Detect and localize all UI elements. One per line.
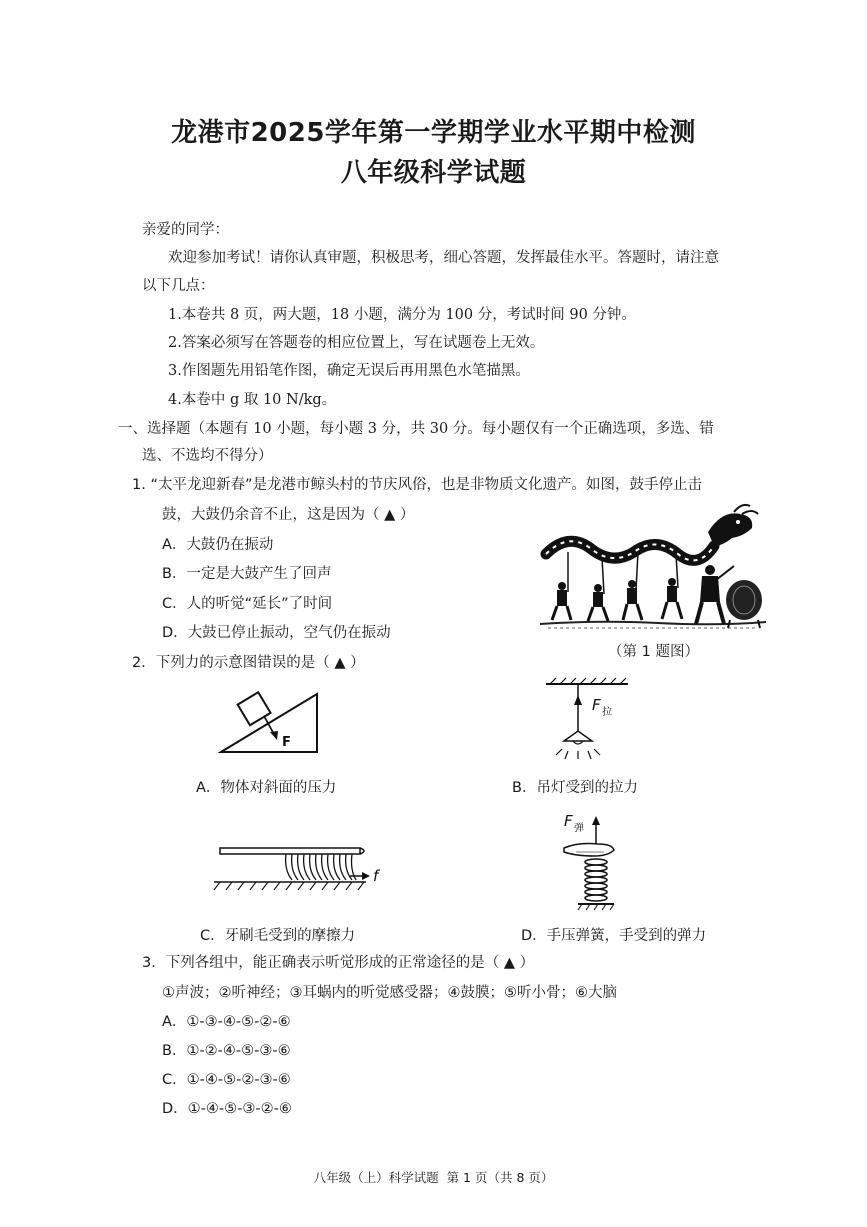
welcome-line-1: 欢迎参加考试！请你认真审题，积极思考，细心答题，发挥最佳水平。答题时，请注意 [168, 250, 719, 266]
q1-option-a: A．大鼓仍在振动 [162, 537, 274, 553]
q1-figure-caption: （第 1 题图） [608, 644, 699, 660]
q3-stem: 3．下列各组中，能正确表示听觉形成的正常途径的是（ ▲ ） [142, 955, 535, 971]
q1-option-b: B．一定是大鼓产生了回声 [162, 566, 332, 582]
q1-dragon-dance-figure [538, 502, 768, 632]
q3-option-b: B．①-②-④-⑤-③-⑥ [162, 1043, 291, 1059]
section-heading-1: 一、选择题（本题有 10 小题，每小题 3 分，共 30 分。每小题仅有一个正确选项，多选、错 [118, 421, 714, 437]
q2-caption-b: B．吊灯受到的拉力 [512, 780, 638, 796]
q2-figure-b-force-subscript: 拉 [602, 707, 612, 718]
q2-figure-c-force-label: f [373, 867, 379, 885]
q2-figure-d-force-subscript: 弹 [574, 823, 584, 834]
q2-caption-c: C．牙刷毛受到的摩擦力 [200, 928, 356, 944]
q2-caption-d: D．手压弹簧，手受到的弹力 [521, 928, 707, 944]
note-3: 3.作图题先用铅笔作图，确定无误后再用黑色水笔描黑。 [168, 363, 530, 379]
q3-option-c: C．①-④-⑤-②-③-⑥ [162, 1072, 291, 1088]
q1-option-d: D．大鼓已停止振动，空气仍在振动 [162, 625, 391, 641]
page-footer: 八年级（上）科学试题 第 1 页（共 8 页） [313, 1170, 554, 1185]
note-4: 4.本卷中 g 取 10 N/kg。 [168, 392, 337, 408]
section-heading-2: 选、不选均不得分） [142, 448, 273, 464]
q2-figure-d-force-label: F [564, 812, 573, 830]
q1-option-c: C．人的听觉“延长”了时间 [162, 596, 333, 612]
exam-title: 龙港市2025学年第一学期学业水平期中检测 [171, 118, 696, 148]
q2-figure-c-toothbrush [210, 840, 386, 896]
q2-figure-a-force-label: F [282, 735, 291, 750]
q2-figure-d-spring [558, 808, 632, 914]
welcome-line-2: 以下几点： [142, 278, 215, 294]
note-1: 1.本卷共 8 页，两大题，18 小题，满分为 100 分，考试时间 90 分钟。 [168, 307, 636, 323]
note-2: 2.答案必须写在答题卷的相应位置上，写在试题卷上无效。 [168, 335, 545, 351]
q2-caption-a: A．物体对斜面的压力 [196, 780, 337, 796]
greeting: 亲爱的同学： [142, 222, 229, 238]
q1-stem-1: 1. “太平龙迎新春”是龙港市鲸头村的节庆风俗，也是非物质文化遗产。如图，鼓手停止击 [132, 477, 702, 493]
q1-stem-2: 鼓，大鼓仍余音不止，这是因为（ ▲ ） [162, 507, 415, 523]
q2-figure-a-incline [218, 690, 322, 756]
q3-option-d: D．①-④-⑤-③-②-⑥ [162, 1101, 292, 1117]
q2-figure-b-hanging-lamp [540, 675, 632, 765]
exam-subtitle: 八年级科学试题 [340, 158, 527, 188]
q2-figure-b-force-label: F [592, 696, 601, 714]
q2-stem: 2．下列力的示意图错误的是（ ▲ ） [132, 655, 365, 671]
q3-option-a: A．①-③-④-⑤-②-⑥ [162, 1014, 291, 1030]
q3-items: ①声波；②听神经；③耳蜗内的听觉感受器；④鼓膜；⑤听小骨；⑥大脑 [162, 985, 617, 1001]
